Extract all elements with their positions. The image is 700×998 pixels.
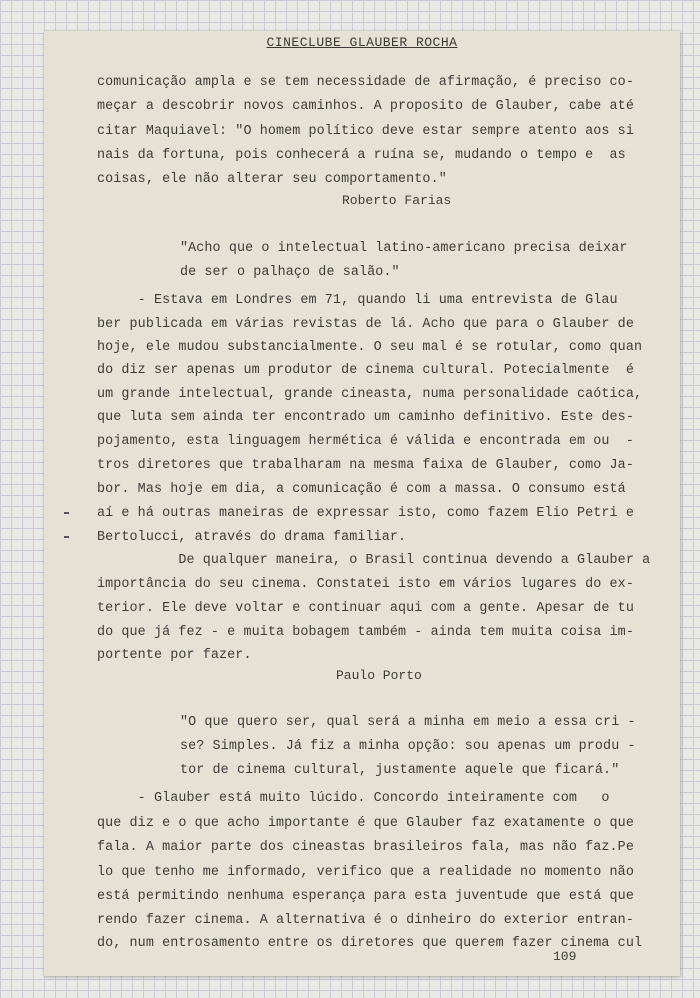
typed-page bbox=[44, 31, 680, 976]
text-line: meçar a descobrir novos caminhos. A proposito de Glauber, cabe até bbox=[97, 99, 634, 114]
text-line: do diz ser apenas um produtor de cinema cultural. Potecialmente é bbox=[97, 363, 634, 378]
text-line: que diz e o que acho importante é que Glauber faz exatamente o que bbox=[97, 816, 634, 831]
quote-line: tor de cinema cultural, justamente aquele que ficará." bbox=[180, 763, 620, 778]
text-line: do, num entrosamento entre os diretores que querem fazer cinema cul bbox=[97, 936, 643, 951]
text-line: fala. A maior parte dos cineastas brasileiros fala, mas não faz.Pe bbox=[97, 840, 634, 855]
text-line: citar Maquiavel: "O homem político deve estar sempre atento aos si bbox=[97, 124, 634, 139]
page-header: CINECLUBE GLAUBER ROCHA bbox=[266, 35, 458, 50]
signature-paulo-porto: Paulo Porto bbox=[336, 668, 422, 683]
page-number: 109 bbox=[553, 949, 577, 964]
text-line: rendo fazer cinema. A alternativa é o dinheiro do exterior entran- bbox=[97, 913, 634, 928]
quote-line: se? Simples. Já fiz a minha opção: sou apenas um produ - bbox=[180, 739, 636, 754]
text-line: aí e há outras maneiras de expressar isto, como fazem Elio Petri e bbox=[97, 506, 634, 521]
quote-line: "Acho que o intelectual latino-americano precisa deixar bbox=[180, 241, 628, 256]
text-line: ber publicada em várias revistas de lá. Acho que para o Glauber de bbox=[97, 317, 634, 332]
text-line: um grande intelectual, grande cineasta, numa personalidade caótica, bbox=[97, 387, 643, 402]
margin-dash bbox=[64, 536, 69, 538]
text-line: portente por fazer. bbox=[97, 648, 252, 663]
quote-line: de ser o palhaço de salão." bbox=[180, 265, 400, 280]
text-line: comunicação ampla e se tem necessidade de afirmação, é preciso co- bbox=[97, 75, 634, 90]
text-line: lo que tenho me informado, verifico que a realidade no momento não bbox=[97, 865, 634, 880]
text-line: que luta sem ainda ter encontrado um caminho definitivo. Este des- bbox=[97, 410, 634, 425]
text-line: terior. Ele deve voltar e continuar aqui com a gente. Apesar de tu bbox=[97, 601, 634, 616]
text-line: importância do seu cinema. Constatei isto em vários lugares do ex- bbox=[97, 577, 634, 592]
text-line: Bertolucci, através do drama familiar. bbox=[97, 530, 407, 545]
text-line: nais da fortuna, pois conhecerá a ruína se, mudando o tempo e as bbox=[97, 148, 626, 163]
text-line: coisas, ele não alterar seu comportamento." bbox=[97, 172, 447, 187]
text-line: hoje, ele mudou substancialmente. O seu mal é se rotular, como quan bbox=[97, 340, 643, 355]
text-line: bor. Mas hoje em dia, a comunicação é com a massa. O consumo está bbox=[97, 482, 626, 497]
quote-line: "O que quero ser, qual será a minha em meio a essa cri - bbox=[180, 715, 636, 730]
text-line: do que já fez - e muita bobagem também - ainda tem muita coisa im- bbox=[97, 625, 634, 640]
text-line: pojamento, esta linguagem hermética é válida e encontrada em ou - bbox=[97, 434, 634, 449]
text-line: De qualquer maneira, o Brasil continua devendo a Glauber a bbox=[97, 553, 651, 568]
text-line: - Estava em Londres em 71, quando li uma entrevista de Glau bbox=[97, 293, 618, 308]
margin-dash bbox=[64, 512, 69, 514]
text-line: - Glauber está muito lúcido. Concordo inteiramente com o bbox=[97, 791, 610, 806]
signature-roberto-farias: Roberto Farias bbox=[342, 193, 452, 208]
text-line: está permitindo nenhuma esperança para esta juventude que está que bbox=[97, 889, 634, 904]
text-line: tros diretores que trabalharam na mesma faixa de Glauber, como Ja- bbox=[97, 458, 634, 473]
